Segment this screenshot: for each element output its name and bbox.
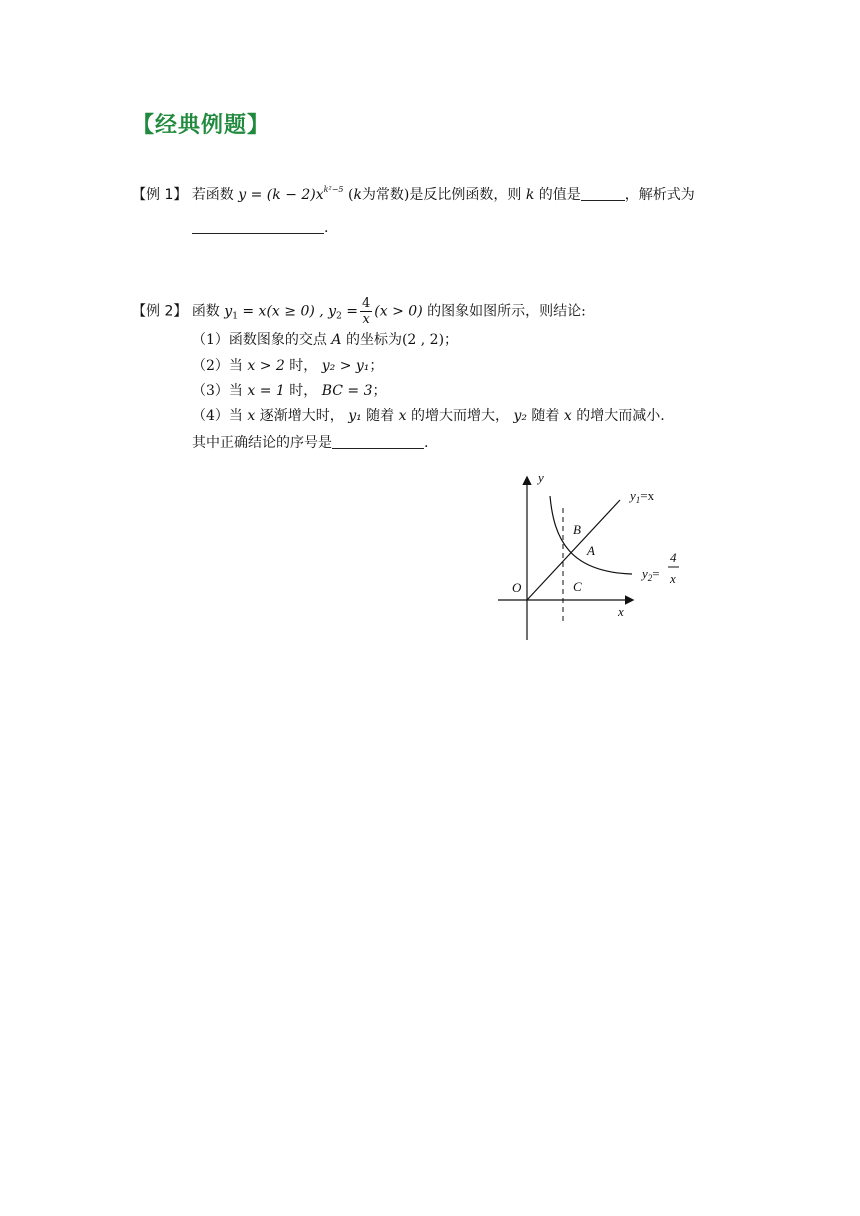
item-2-e: ； <box>369 358 384 374</box>
ex1-exponent: k²−5 <box>323 185 344 194</box>
item-4-b: x <box>247 408 256 424</box>
item-3-c: 时， <box>289 383 318 399</box>
item-1-e: ； <box>444 332 459 348</box>
ex2-f1: = x(x ≥ 0) , <box>242 303 324 320</box>
conclusion-item-1 <box>192 330 458 350</box>
point-c-label: C <box>573 579 582 594</box>
example-2-label: 【例 2】 <box>132 303 188 320</box>
answer-blank-expression[interactable] <box>192 219 324 234</box>
item-4-j: x <box>563 408 572 424</box>
point-a-label: A <box>587 543 595 558</box>
answer-blank-k[interactable] <box>581 186 625 201</box>
ex1-text-2: ( <box>347 187 354 203</box>
item-3-e: ； <box>372 383 387 399</box>
item-2-d: y₂ > y₁ <box>321 358 370 374</box>
conclusion-end: . <box>424 435 429 451</box>
item-1-b: A <box>331 332 342 348</box>
ex2-text-2: 的图象如图所示，则结论: <box>427 303 586 320</box>
item-4-e: 随着 <box>366 408 395 424</box>
example-1-line-1 <box>132 180 695 205</box>
ex2-y1-sub: 1 <box>232 311 238 322</box>
item-4-a: 当 <box>228 408 243 424</box>
example-1-label: 【例 1】 <box>132 187 188 203</box>
ex1-formula: y = (k − 2)x <box>238 187 324 203</box>
y-axis-label: y <box>538 470 544 485</box>
item-4-k: 的增大而减小. <box>576 408 665 424</box>
item-2-num: （2） <box>192 358 229 374</box>
ex2-fraction <box>360 296 372 327</box>
ex1-text-1: 若函数 <box>191 187 234 203</box>
section-title: 【经典例题】 <box>132 113 271 138</box>
item-3-b: x = 1 <box>247 383 285 399</box>
item-2-a: 当 <box>228 358 243 374</box>
conclusion-prompt <box>192 433 428 453</box>
item-1-num: （1） <box>192 332 229 348</box>
ex2-y1: y <box>224 303 233 320</box>
conclusion-item-3 <box>192 381 387 401</box>
ex1-text-4: 的值是 <box>538 187 581 203</box>
line-label: $y_1=x$ <box>630 488 655 505</box>
example-1-line-2 <box>192 218 328 238</box>
function-graph <box>490 462 700 652</box>
ex1-k: k <box>353 187 362 203</box>
item-3-a: 当 <box>228 383 243 399</box>
item-4-g: 的增大而增大， <box>410 408 509 424</box>
curve-fraction-den: x <box>670 571 676 586</box>
curve-fraction-num: 4 <box>670 550 677 565</box>
ex2-text-1: 函数 <box>191 303 220 320</box>
item-4-num: （4） <box>192 408 229 424</box>
ex2-f2cond: (x > 0) <box>374 303 423 320</box>
ex2-y2-sub: 2 <box>336 311 342 322</box>
item-2-c: 时， <box>289 358 318 374</box>
item-4-h: y₂ <box>513 408 527 424</box>
conclusion-text: 其中正确结论的序号是 <box>192 435 332 451</box>
conclusion-item-2 <box>192 356 383 376</box>
ex1-end: . <box>324 220 329 236</box>
item-1-c: 的坐标为 <box>345 332 402 348</box>
item-2-b: x > 2 <box>247 358 285 374</box>
point-b-label: B <box>573 522 581 537</box>
item-4-d: y₁ <box>348 408 362 424</box>
ex2-frac-den: x <box>362 312 370 327</box>
item-1-d: (2 , 2) <box>401 332 445 348</box>
answer-blank-conclusion[interactable] <box>332 434 424 449</box>
ex2-frac-num: 4 <box>362 296 371 311</box>
item-4-i: 随着 <box>531 408 560 424</box>
origin-label: O <box>512 580 522 595</box>
ex2-eq: = <box>346 303 359 320</box>
item-3-num: （3） <box>192 383 229 399</box>
ex1-text-3: 为常数)是反比例函数，则 <box>361 187 522 203</box>
item-4-c: 逐渐增大时， <box>259 408 344 424</box>
ex1-k2: k <box>525 187 535 203</box>
item-4-f: x <box>398 408 407 424</box>
curve-label: $y_2=$ <box>642 566 660 583</box>
conclusion-item-4 <box>192 406 665 426</box>
item-3-d: BC = 3 <box>321 383 373 399</box>
ex2-y2: y <box>328 303 337 320</box>
example-2-line-1 <box>132 296 586 327</box>
item-1-a: 函数图象的交点 <box>228 332 327 348</box>
ex1-text-5: ，解析式为 <box>624 187 695 203</box>
x-axis-label: x <box>618 604 624 619</box>
